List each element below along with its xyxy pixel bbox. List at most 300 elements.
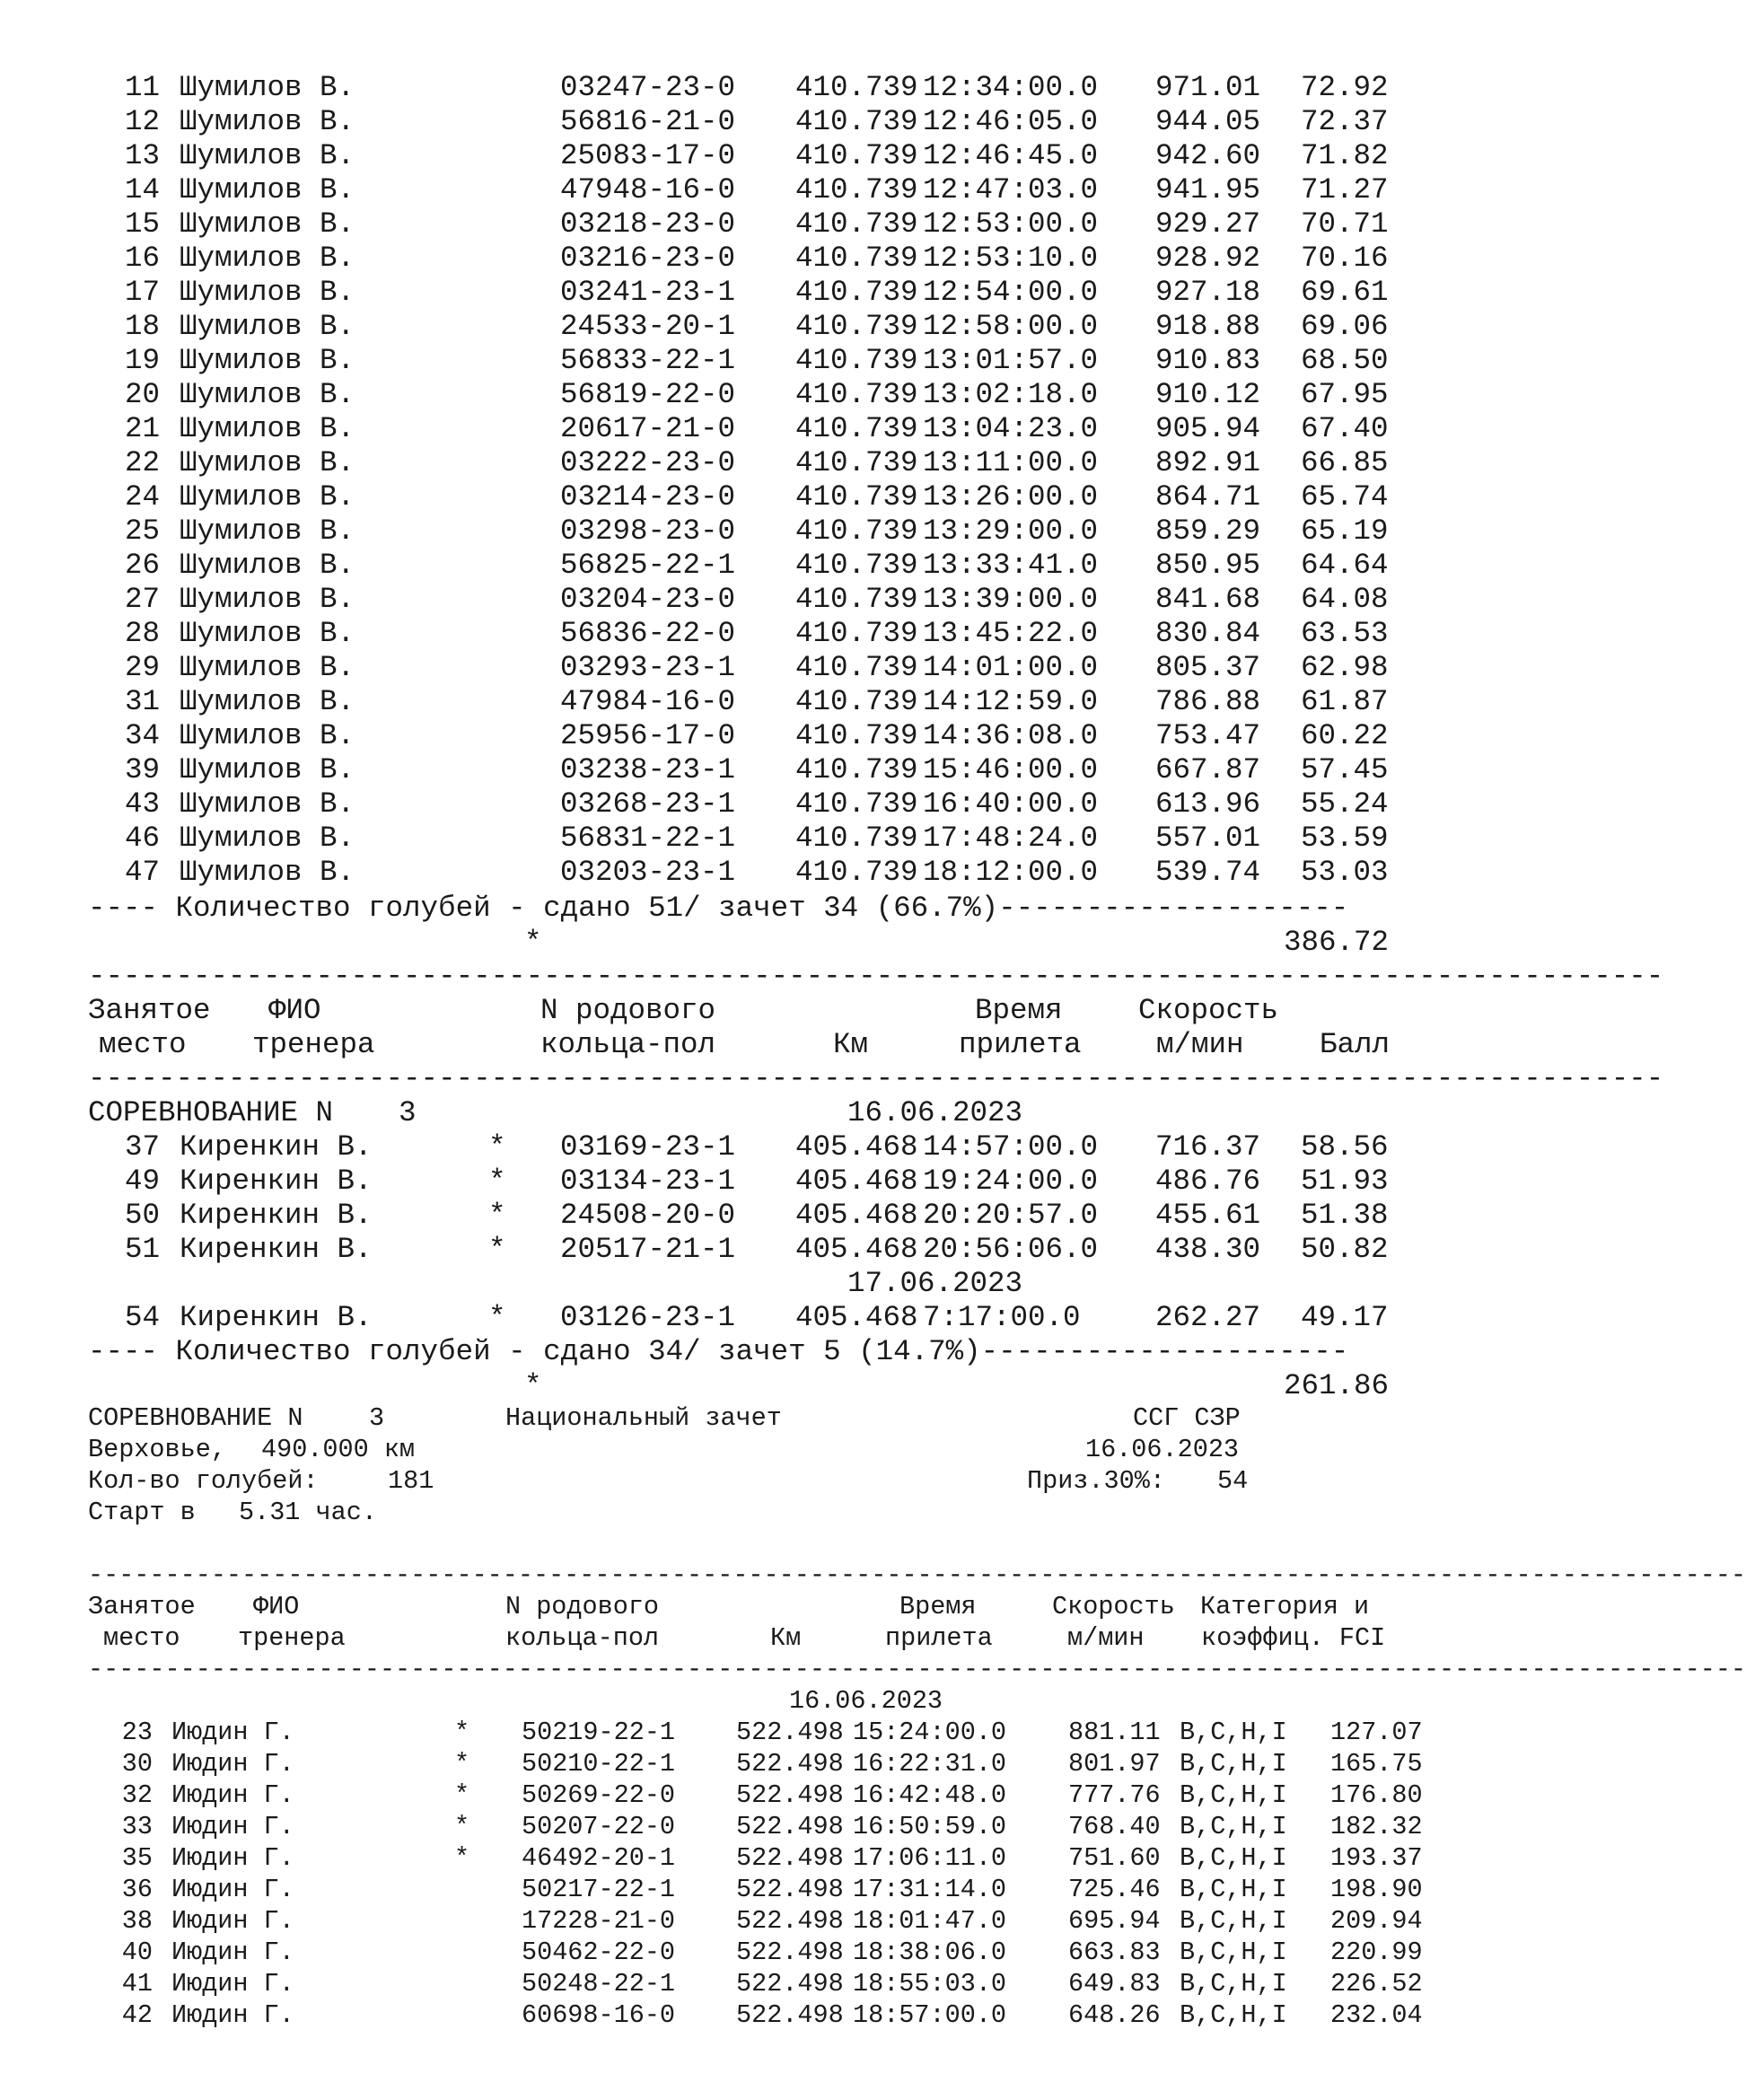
cell-points: 70.16 bbox=[1301, 242, 1389, 275]
cell-ring: 20617-21-0 bbox=[560, 412, 736, 445]
cell-place: 28 bbox=[124, 617, 160, 650]
cell-speed: 455.61 bbox=[1155, 1199, 1261, 1232]
header-name-1: ФИО bbox=[253, 1592, 300, 1621]
cell-place: 21 bbox=[124, 412, 160, 445]
cell-ring: 03204-23-0 bbox=[560, 583, 736, 616]
cell-name: Киренкин В. bbox=[180, 1199, 373, 1232]
cell-speed: 850.95 bbox=[1155, 549, 1261, 582]
cell-time: 20:56:06.0 bbox=[923, 1233, 1099, 1266]
cell-km: 410.739 bbox=[795, 446, 918, 479]
cell-time: 14:12:59.0 bbox=[923, 685, 1099, 718]
cell-name: Июдин Г. bbox=[171, 1843, 294, 1873]
cell-ring: 03169-23-1 bbox=[560, 1130, 736, 1164]
header-ring-2: кольца-пол bbox=[505, 1623, 660, 1653]
section-2-total: 261.86 bbox=[1284, 1369, 1390, 1402]
release-date: 16.06.2023 bbox=[1085, 1435, 1240, 1464]
cell-km: 410.739 bbox=[795, 71, 918, 104]
cell-place: 29 bbox=[124, 651, 160, 684]
header-km: Км bbox=[770, 1623, 802, 1653]
cell-place: 23 bbox=[121, 1718, 153, 1747]
cell-time: 13:02:18.0 bbox=[923, 378, 1099, 411]
cell-mark: * bbox=[488, 1164, 506, 1198]
header-speed-2: м/мин bbox=[1067, 1623, 1145, 1653]
cell-cat: B,C,H,I bbox=[1180, 1843, 1287, 1873]
cell-coef: 226.52 bbox=[1330, 1969, 1423, 1999]
cell-ring: 03268-23-1 bbox=[560, 787, 736, 821]
cell-points: 53.59 bbox=[1301, 822, 1389, 855]
cell-name: Шумилов В. bbox=[180, 71, 355, 104]
cell-km: 410.739 bbox=[795, 310, 918, 343]
cell-place: 31 bbox=[124, 685, 160, 718]
cell-place: 15 bbox=[124, 207, 160, 241]
cell-cat: B,C,H,I bbox=[1180, 2000, 1287, 2030]
cell-time: 12:46:05.0 bbox=[923, 105, 1099, 138]
cell-cat: B,C,H,I bbox=[1180, 1906, 1287, 1936]
cell-mark: * bbox=[488, 1301, 506, 1334]
cell-name: Шумилов В. bbox=[180, 719, 355, 752]
cell-speed: 859.29 bbox=[1155, 514, 1261, 548]
cell-ring: 25956-17-0 bbox=[560, 719, 736, 752]
competition-title: СОРЕВНОВАНИЕ N bbox=[88, 1403, 303, 1433]
cell-name: Июдин Г. bbox=[171, 1780, 294, 1810]
cell-coef: 209.94 bbox=[1330, 1906, 1423, 1936]
cell-ring: 03293-23-1 bbox=[560, 651, 736, 684]
cell-km: 410.739 bbox=[795, 378, 918, 411]
cell-place: 46 bbox=[124, 822, 160, 855]
cell-speed: 805.37 bbox=[1155, 651, 1261, 684]
cell-speed: 801.97 bbox=[1068, 1749, 1161, 1779]
cell-speed: 971.01 bbox=[1155, 71, 1261, 104]
cell-ring: 03126-23-1 bbox=[560, 1301, 736, 1334]
cell-ring: 56819-22-0 bbox=[560, 378, 736, 411]
cell-time: 13:33:41.0 bbox=[923, 549, 1099, 582]
cell-name: Шумилов В. bbox=[180, 242, 355, 275]
cell-speed: 941.95 bbox=[1155, 173, 1261, 206]
section-1-summary: ---- Количество голубей - сдано 51/ зачет 34 (66.7%)-------------------- bbox=[88, 892, 1349, 925]
cell-ring: 56825-22-1 bbox=[560, 549, 736, 582]
cell-name: Шумилов В. bbox=[180, 310, 355, 343]
cell-points: 50.82 bbox=[1301, 1233, 1389, 1266]
cell-coef: 220.99 bbox=[1330, 1937, 1423, 1967]
cell-points: 58.56 bbox=[1301, 1130, 1389, 1164]
cell-speed: 557.01 bbox=[1155, 822, 1261, 855]
cell-name: Шумилов В. bbox=[180, 378, 355, 411]
cell-time: 13:45:22.0 bbox=[923, 617, 1099, 650]
cell-ring: 56831-22-1 bbox=[560, 822, 736, 855]
cell-speed: 486.76 bbox=[1155, 1164, 1261, 1198]
cell-speed: 725.46 bbox=[1068, 1875, 1161, 1904]
cell-ring: 50462-22-0 bbox=[522, 1937, 676, 1967]
cell-time: 13:29:00.0 bbox=[923, 514, 1099, 548]
cell-place: 19 bbox=[124, 344, 160, 377]
cell-km: 410.739 bbox=[795, 105, 918, 138]
competition-title-2: СОРЕВНОВАНИЕ N bbox=[88, 1096, 334, 1129]
cell-ring: 50217-22-1 bbox=[522, 1875, 676, 1904]
birds-count-label: Кол-во голубей: bbox=[88, 1466, 319, 1496]
cell-km: 522.498 bbox=[736, 1937, 844, 1967]
cell-ring: 50207-22-0 bbox=[522, 1812, 676, 1841]
cell-mark: * bbox=[488, 1199, 506, 1232]
cell-place: 49 bbox=[124, 1164, 160, 1198]
cell-km: 410.739 bbox=[795, 651, 918, 684]
cell-km: 410.739 bbox=[795, 139, 918, 172]
cell-place: 11 bbox=[124, 71, 160, 104]
cell-speed: 929.27 bbox=[1155, 207, 1261, 241]
section-2-summary: ---- Количество голубей - сдано 34/ зачет 5 (14.7%)--------------------- bbox=[88, 1335, 1349, 1368]
cell-time: 18:55:03.0 bbox=[853, 1969, 1007, 1999]
divider-line: ------------------------------------------------------------------------------------------------------------ bbox=[88, 1655, 1746, 1684]
cell-coef: 232.04 bbox=[1330, 2000, 1423, 2030]
cell-points: 60.22 bbox=[1301, 719, 1389, 752]
cell-points: 63.53 bbox=[1301, 617, 1389, 650]
cell-speed: 539.74 bbox=[1155, 856, 1261, 889]
cell-time: 17:31:14.0 bbox=[853, 1875, 1007, 1904]
cell-name: Шумилов В. bbox=[180, 787, 355, 821]
cell-speed: 910.83 bbox=[1155, 344, 1261, 377]
cell-mark: * bbox=[454, 1718, 470, 1747]
cell-time: 12:53:10.0 bbox=[923, 242, 1099, 275]
cell-ring: 03203-23-1 bbox=[560, 856, 736, 889]
cell-mark: * bbox=[454, 1749, 470, 1779]
header-ring-1: N родового bbox=[540, 994, 716, 1027]
cell-name: Июдин Г. bbox=[171, 2000, 294, 2030]
cell-coef: 176.80 bbox=[1330, 1780, 1423, 1810]
cell-name: Шумилов В. bbox=[180, 685, 355, 718]
cell-place: 50 bbox=[124, 1199, 160, 1232]
cell-time: 18:57:00.0 bbox=[853, 2000, 1007, 2030]
cell-ring: 50248-22-1 bbox=[522, 1969, 676, 1999]
cell-cat: B,C,H,I bbox=[1180, 1969, 1287, 1999]
cell-cat: B,C,H,I bbox=[1180, 1812, 1287, 1841]
cell-time: 13:04:23.0 bbox=[923, 412, 1099, 445]
cell-ring: 20517-21-1 bbox=[560, 1233, 736, 1266]
header-speed-1: Скорость bbox=[1138, 994, 1279, 1027]
cell-km: 410.739 bbox=[795, 583, 918, 616]
cell-place: 13 bbox=[124, 139, 160, 172]
cell-place: 25 bbox=[124, 514, 160, 548]
cell-name: Шумилов В. bbox=[180, 344, 355, 377]
competition-number-2: 3 bbox=[399, 1096, 417, 1129]
date-label: 16.06.2023 bbox=[789, 1686, 943, 1716]
cell-coef: 165.75 bbox=[1330, 1749, 1423, 1779]
cell-points: 49.17 bbox=[1301, 1301, 1389, 1334]
cell-name: Июдин Г. bbox=[171, 1969, 294, 1999]
cell-place: 54 bbox=[124, 1301, 160, 1334]
cell-points: 72.37 bbox=[1301, 105, 1389, 138]
cell-place: 38 bbox=[121, 1906, 153, 1936]
cell-speed: 667.87 bbox=[1155, 753, 1261, 786]
cell-speed: 942.60 bbox=[1155, 139, 1261, 172]
cell-place: 17 bbox=[124, 276, 160, 309]
cell-time: 16:22:31.0 bbox=[853, 1749, 1007, 1779]
cell-time: 12:47:03.0 bbox=[923, 173, 1099, 206]
cell-time: 17:06:11.0 bbox=[853, 1843, 1007, 1873]
start-time: 5.31 час. bbox=[239, 1498, 377, 1527]
cell-speed: 438.30 bbox=[1155, 1233, 1261, 1266]
cell-cat: B,C,H,I bbox=[1180, 1937, 1287, 1967]
cell-points: 57.45 bbox=[1301, 753, 1389, 786]
cell-km: 410.739 bbox=[795, 685, 918, 718]
distance: 490.000 км bbox=[261, 1435, 416, 1464]
cell-km: 405.468 bbox=[795, 1164, 918, 1198]
cell-coef: 193.37 bbox=[1330, 1843, 1423, 1873]
header-name-1: ФИО bbox=[268, 994, 321, 1027]
cell-speed: 613.96 bbox=[1155, 787, 1261, 821]
cell-name: Шумилов В. bbox=[180, 549, 355, 582]
cell-name: Шумилов В. bbox=[180, 207, 355, 241]
header-place-2: место bbox=[99, 1028, 187, 1061]
cell-ring: 60698-16-0 bbox=[522, 2000, 676, 2030]
cell-place: 35 bbox=[121, 1843, 153, 1873]
cell-speed: 663.83 bbox=[1068, 1937, 1161, 1967]
cell-km: 522.498 bbox=[736, 1812, 844, 1841]
cell-ring: 03216-23-0 bbox=[560, 242, 736, 275]
cell-coef: 198.90 bbox=[1330, 1875, 1423, 1904]
cell-name: Шумилов В. bbox=[180, 514, 355, 548]
cell-place: 47 bbox=[124, 856, 160, 889]
cell-name: Июдин Г. bbox=[171, 1812, 294, 1841]
cell-km: 405.468 bbox=[795, 1233, 918, 1266]
cell-ring: 03134-23-1 bbox=[560, 1164, 736, 1198]
header-place-1: Занятое bbox=[88, 994, 211, 1027]
cell-name: Шумилов В. bbox=[180, 617, 355, 650]
cell-name: Шумилов В. bbox=[180, 173, 355, 206]
cell-time: 14:57:00.0 bbox=[923, 1130, 1099, 1164]
cell-cat: B,C,H,I bbox=[1180, 1780, 1287, 1810]
cell-points: 70.71 bbox=[1301, 207, 1389, 241]
section-2-star: * bbox=[524, 1369, 542, 1402]
cell-ring: 56833-22-1 bbox=[560, 344, 736, 377]
header-ring-2: кольца-пол bbox=[540, 1028, 716, 1061]
cell-km: 410.739 bbox=[795, 242, 918, 275]
cell-time: 12:46:45.0 bbox=[923, 139, 1099, 172]
cell-ring: 47948-16-0 bbox=[560, 173, 736, 206]
cell-points: 68.50 bbox=[1301, 344, 1389, 377]
cell-points: 51.38 bbox=[1301, 1199, 1389, 1232]
prize-count: 54 bbox=[1217, 1466, 1249, 1496]
cell-km: 410.739 bbox=[795, 207, 918, 241]
cell-points: 69.06 bbox=[1301, 310, 1389, 343]
prize-label: Приз.30%: bbox=[1027, 1466, 1165, 1496]
header-category-2: коэффиц. FCI bbox=[1201, 1623, 1386, 1653]
cell-speed: 892.91 bbox=[1155, 446, 1261, 479]
cell-mark: * bbox=[488, 1130, 506, 1164]
cell-time: 15:46:00.0 bbox=[923, 753, 1099, 786]
cell-speed: 910.12 bbox=[1155, 378, 1261, 411]
cell-points: 71.82 bbox=[1301, 139, 1389, 172]
cell-km: 410.739 bbox=[795, 344, 918, 377]
cell-speed: 751.60 bbox=[1068, 1843, 1161, 1873]
header-name-2: тренера bbox=[238, 1623, 346, 1653]
cell-km: 410.739 bbox=[795, 549, 918, 582]
cell-km: 522.498 bbox=[736, 1749, 844, 1779]
cell-speed: 716.37 bbox=[1155, 1130, 1261, 1164]
cell-name: Шумилов В. bbox=[180, 651, 355, 684]
cell-speed: 648.26 bbox=[1068, 2000, 1161, 2030]
date-label: 17.06.2023 bbox=[847, 1267, 1023, 1300]
cell-km: 522.498 bbox=[736, 1718, 844, 1747]
cell-points: 69.61 bbox=[1301, 276, 1389, 309]
cell-time: 18:38:06.0 bbox=[853, 1937, 1007, 1967]
cell-place: 33 bbox=[121, 1812, 153, 1841]
cell-km: 410.739 bbox=[795, 787, 918, 821]
cell-place: 18 bbox=[124, 310, 160, 343]
release-point: Верховье, bbox=[88, 1435, 226, 1464]
cell-name: Шумилов В. bbox=[180, 583, 355, 616]
cell-km: 410.739 bbox=[795, 719, 918, 752]
cell-time: 12:54:00.0 bbox=[923, 276, 1099, 309]
cell-time: 20:20:57.0 bbox=[923, 1199, 1099, 1232]
cell-name: Шумилов В. bbox=[180, 753, 355, 786]
cell-time: 12:58:00.0 bbox=[923, 310, 1099, 343]
cell-points: 67.95 bbox=[1301, 378, 1389, 411]
section-1-star: * bbox=[524, 926, 542, 959]
cell-place: 37 bbox=[124, 1130, 160, 1164]
cell-time: 13:39:00.0 bbox=[923, 583, 1099, 616]
cell-place: 27 bbox=[124, 583, 160, 616]
cell-km: 410.739 bbox=[795, 822, 918, 855]
header-time-1: Время bbox=[975, 994, 1063, 1027]
cell-km: 410.739 bbox=[795, 617, 918, 650]
header-time-2: прилета bbox=[885, 1623, 993, 1653]
cell-speed: 944.05 bbox=[1155, 105, 1261, 138]
header-ring-1: N родового bbox=[505, 1592, 660, 1621]
date-label: 16.06.2023 bbox=[847, 1096, 1023, 1129]
cell-ring: 47984-16-0 bbox=[560, 685, 736, 718]
header-points: Балл bbox=[1320, 1028, 1391, 1061]
header-category-1: Категория и bbox=[1200, 1592, 1370, 1621]
cell-place: 40 bbox=[121, 1937, 153, 1967]
cell-place: 41 bbox=[121, 1969, 153, 1999]
header-name-2: тренера bbox=[252, 1028, 375, 1061]
cell-name: Шумилов В. bbox=[180, 139, 355, 172]
cell-name: Шумилов В. bbox=[180, 446, 355, 479]
cell-speed: 768.40 bbox=[1068, 1812, 1161, 1841]
competition-number: 3 bbox=[369, 1403, 385, 1433]
cell-place: 36 bbox=[121, 1875, 153, 1904]
cell-name: Киренкин В. bbox=[180, 1301, 373, 1334]
cell-place: 43 bbox=[124, 787, 160, 821]
cell-km: 522.498 bbox=[736, 1843, 844, 1873]
cell-name: Июдин Г. bbox=[171, 1906, 294, 1936]
cell-name: Киренкин В. bbox=[180, 1233, 373, 1266]
cell-points: 66.85 bbox=[1301, 446, 1389, 479]
cell-ring: 03238-23-1 bbox=[560, 753, 736, 786]
cell-points: 64.08 bbox=[1301, 583, 1389, 616]
cell-ring: 50269-22-0 bbox=[522, 1780, 676, 1810]
cell-place: 34 bbox=[124, 719, 160, 752]
cell-name: Киренкин В. bbox=[180, 1164, 373, 1198]
cell-ring: 24508-20-0 bbox=[560, 1199, 736, 1232]
cell-ring: 03298-23-0 bbox=[560, 514, 736, 548]
cell-name: Шумилов В. bbox=[180, 105, 355, 138]
cell-time: 17:48:24.0 bbox=[923, 822, 1099, 855]
cell-place: 30 bbox=[121, 1749, 153, 1779]
cell-ring: 24533-20-1 bbox=[560, 310, 736, 343]
cell-ring: 46492-20-1 bbox=[522, 1843, 676, 1873]
cell-speed: 262.27 bbox=[1155, 1301, 1261, 1334]
cell-km: 522.498 bbox=[736, 1780, 844, 1810]
cell-ring: 56836-22-0 bbox=[560, 617, 736, 650]
cell-ring: 03214-23-0 bbox=[560, 480, 736, 514]
cell-cat: B,C,H,I bbox=[1180, 1875, 1287, 1904]
cell-speed: 830.84 bbox=[1155, 617, 1261, 650]
cell-name: Июдин Г. bbox=[171, 1875, 294, 1904]
cell-km: 522.498 bbox=[736, 1969, 844, 1999]
cell-place: 16 bbox=[124, 242, 160, 275]
cell-speed: 928.92 bbox=[1155, 242, 1261, 275]
cell-time: 18:01:47.0 bbox=[853, 1906, 1007, 1936]
cell-coef: 127.07 bbox=[1330, 1718, 1423, 1747]
cell-km: 405.468 bbox=[795, 1199, 918, 1232]
cell-time: 15:24:00.0 bbox=[853, 1718, 1007, 1747]
cell-km: 522.498 bbox=[736, 1906, 844, 1936]
divider-line: ------------------------------------------------------------------------------------------ bbox=[88, 960, 1664, 993]
cell-time: 16:42:48.0 bbox=[853, 1780, 1007, 1810]
cell-place: 51 bbox=[124, 1233, 160, 1266]
header-km: Км bbox=[833, 1028, 869, 1061]
cell-ring: 03241-23-1 bbox=[560, 276, 736, 309]
cell-speed: 864.71 bbox=[1155, 480, 1261, 514]
cell-cat: B,C,H,I bbox=[1180, 1749, 1287, 1779]
cell-place: 32 bbox=[121, 1780, 153, 1810]
cell-km: 410.739 bbox=[795, 856, 918, 889]
cell-ring: 25083-17-0 bbox=[560, 139, 736, 172]
cell-points: 65.19 bbox=[1301, 514, 1389, 548]
cell-ring: 50210-22-1 bbox=[522, 1749, 676, 1779]
cell-points: 72.92 bbox=[1301, 71, 1389, 104]
cell-name: Июдин Г. bbox=[171, 1749, 294, 1779]
cell-km: 410.739 bbox=[795, 514, 918, 548]
cell-time: 7:17:00.0 bbox=[923, 1301, 1081, 1334]
cell-km: 522.498 bbox=[736, 1875, 844, 1904]
cell-time: 14:36:08.0 bbox=[923, 719, 1099, 752]
cell-mark: * bbox=[454, 1780, 470, 1810]
cell-km: 522.498 bbox=[736, 2000, 844, 2030]
cell-km: 410.739 bbox=[795, 480, 918, 514]
divider-line: ------------------------------------------------------------------------------------------ bbox=[88, 1062, 1664, 1095]
cell-name: Июдин Г. bbox=[171, 1937, 294, 1967]
cell-mark: * bbox=[454, 1812, 470, 1841]
cell-km: 410.739 bbox=[795, 412, 918, 445]
divider-line: ------------------------------------------------------------------------------------------------------------ bbox=[88, 1560, 1746, 1590]
header-place-1: Занятое bbox=[88, 1592, 196, 1621]
cell-time: 12:53:00.0 bbox=[923, 207, 1099, 241]
cell-place: 24 bbox=[124, 480, 160, 514]
cell-time: 12:34:00.0 bbox=[923, 71, 1099, 104]
header-place-2: место bbox=[103, 1623, 180, 1653]
cell-place: 42 bbox=[121, 2000, 153, 2030]
section-1-total: 386.72 bbox=[1284, 926, 1390, 959]
cell-name: Июдин Г. bbox=[171, 1718, 294, 1747]
cell-points: 71.27 bbox=[1301, 173, 1389, 206]
cell-points: 53.03 bbox=[1301, 856, 1389, 889]
cell-speed: 777.76 bbox=[1068, 1780, 1161, 1810]
cell-speed: 786.88 bbox=[1155, 685, 1261, 718]
cell-place: 12 bbox=[124, 105, 160, 138]
cell-coef: 182.32 bbox=[1330, 1812, 1423, 1841]
cell-name: Шумилов В. bbox=[180, 480, 355, 514]
cell-km: 410.739 bbox=[795, 753, 918, 786]
cell-place: 26 bbox=[124, 549, 160, 582]
cell-points: 51.93 bbox=[1301, 1164, 1389, 1198]
cell-km: 405.468 bbox=[795, 1301, 918, 1334]
header-speed-1: Скорость bbox=[1052, 1592, 1175, 1621]
cell-time: 16:40:00.0 bbox=[923, 787, 1099, 821]
cell-time: 19:24:00.0 bbox=[923, 1164, 1099, 1198]
header-time-2: прилета bbox=[959, 1028, 1082, 1061]
cell-ring: 03222-23-0 bbox=[560, 446, 736, 479]
